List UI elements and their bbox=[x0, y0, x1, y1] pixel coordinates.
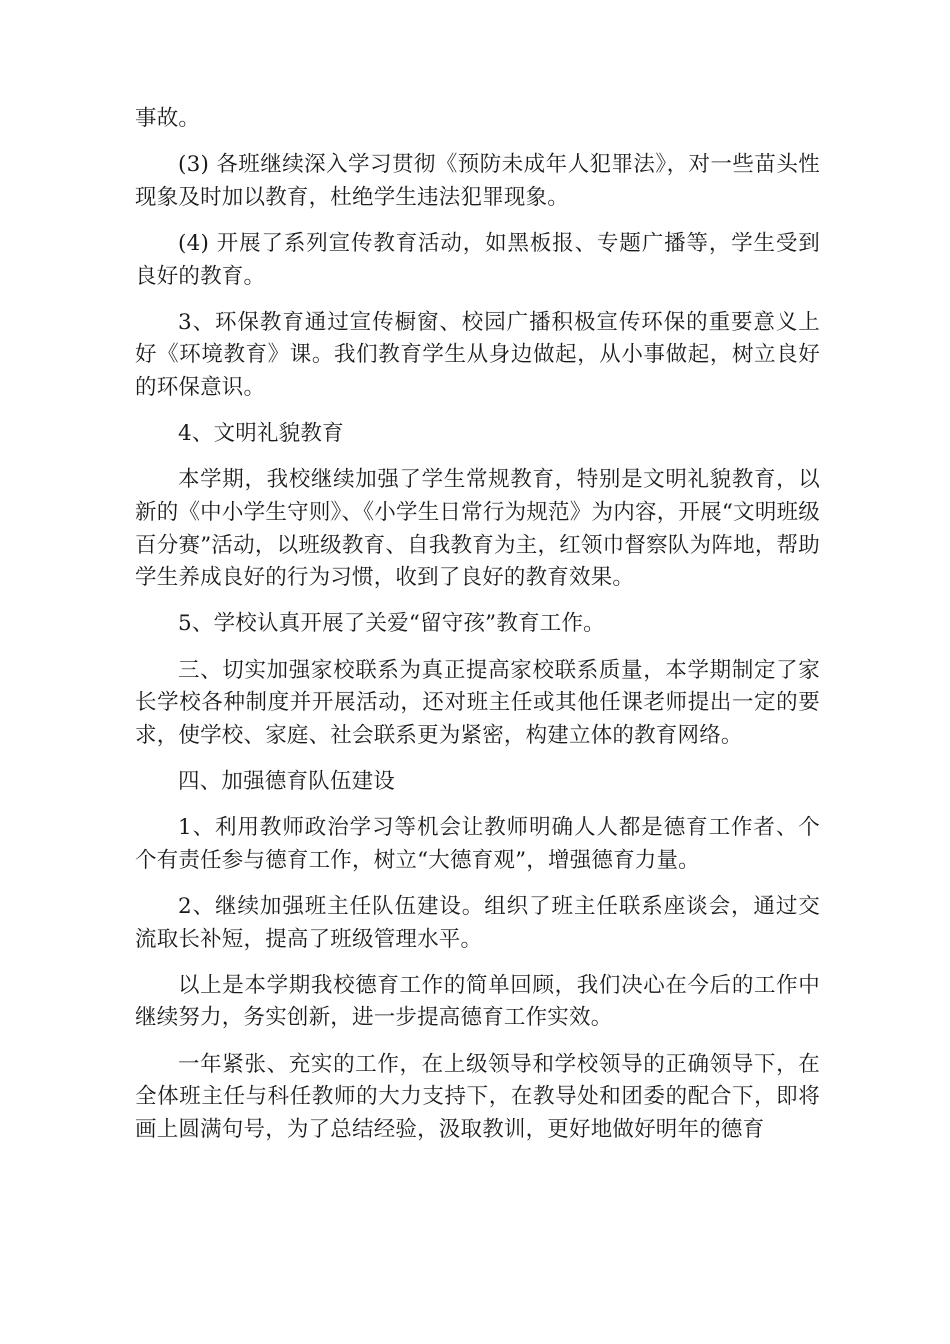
paragraph-semester-review: 以上是本学期我校德育工作的简单回顾，我们决心在今后的工作中继续努力，务实创新，进一步提高德育工作实效。 bbox=[135, 972, 820, 1031]
paragraph-item-3-law-study: (3) 各班继续深入学习贯彻《预防未成年人犯罪法》，对一些苗头性现象及时加以教育，杜绝学生违法犯罪现象。 bbox=[135, 152, 820, 210]
paragraph-environmental-education: 3、环保教育通过宣传橱窗、校园广播积极宣传环保的重要意义上好《环境教育》课。我们教育学生从身边做起，从小事做起，树立良好的环保意识。 bbox=[135, 309, 820, 401]
paragraph-home-school-contact: 三、切实加强家校联系为真正提高家校联系质量，本学期制定了家长学校各种制度并开展活动，还对班主任或其他任课老师提出一定的要求，使学校、家庭、社会联系更为紧密，构建立体的教育网络。 bbox=[135, 657, 820, 748]
document-body bbox=[135, 103, 820, 1160]
heading-moral-team-building: 四、加强德育队伍建设 bbox=[178, 769, 396, 795]
paragraph-accident-end: 事故。 bbox=[135, 106, 201, 131]
paragraph-left-behind-children: 5、学校认真开展了关爱“留守孩”教育工作。 bbox=[178, 611, 605, 637]
paragraph-teacher-responsibility: 1、利用教师政治学习等机会让教师明确人人都是德育工作者、个个有责任参与德育工作，树立“大德育观”，增强德育力量。 bbox=[135, 815, 820, 873]
heading-civility-education: 4、文明礼貌教育 bbox=[178, 421, 344, 447]
paragraph-civility-education: 本学期，我校继续加强了学生常规教育，特别是文明礼貌教育，以新的《中小学生守则》、《小学生日常行为规范》为内容，开展“文明班级百分赛”活动，以班级教育、自我教育为主，红领巾督察队为阵地，帮助学生养成良好的行为习惯，收到了良好的教育效果。 bbox=[135, 467, 820, 591]
paragraph-year-summary: 一年紧张、充实的工作，在上级领导和学校领导的正确领导下，在全体班主任与科任教师的大力支持下，在教导处和团委的配合下，即将画上圆满句号，为了总结经验，汲取教训，更好地做好明年的德育 bbox=[135, 1051, 820, 1142]
paragraph-item-4-publicity: (4) 开展了系列宣传教育活动，如黑板报、专题广播等，学生受到良好的教育。 bbox=[135, 230, 820, 289]
paragraph-head-teacher-team: 2、继续加强班主任队伍建设。组织了班主任联系座谈会，通过交流取长补短，提高了班级管理水平。 bbox=[135, 893, 820, 952]
